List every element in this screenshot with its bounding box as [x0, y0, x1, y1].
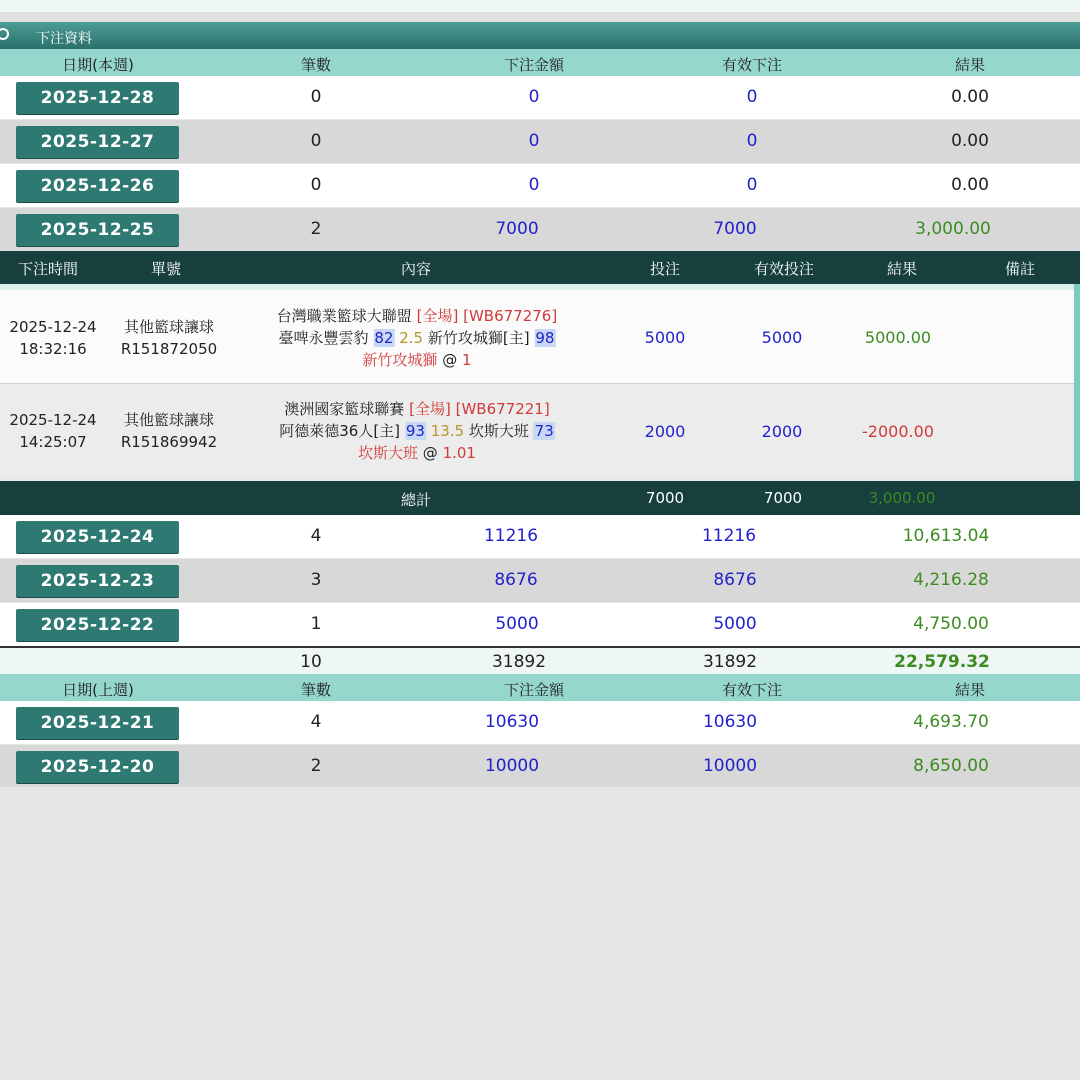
table-row [0, 76, 1080, 119]
col-result: 結果 [886, 260, 918, 278]
bet-valid: 5000 [761, 328, 803, 347]
table-row [0, 603, 1080, 646]
table-row [0, 559, 1080, 602]
date-button[interactable]: 2025-12-22 [16, 609, 179, 641]
bet-time: 2025-12-24 14:25:07 [9, 411, 97, 451]
total-amount: 31892 [491, 652, 547, 672]
empty-area [0, 787, 1080, 1080]
bet-amount: 5000 [644, 328, 686, 347]
row-valid: 7000 [713, 219, 757, 239]
row-amount: 8676 [494, 570, 538, 590]
bet-content: 澳洲國家籃球聯賽 [全場] [WB677221] 阿德萊德36人[主] 93 13.5 坎斯大班 73 坎斯大班 @ 1.01 [279, 400, 554, 462]
detail-total-row [0, 481, 1080, 515]
row-valid: 10630 [702, 712, 758, 732]
col-content: 內容 [400, 260, 432, 278]
col-count: 筆數 [300, 681, 332, 699]
col-note: 備註 [1004, 260, 1036, 278]
bet-content: 台灣職業籃球大聯盟 [全場] [WB677276] 臺啤永豐雲豹 82 2.5 新竹攻城獅[主] 98 新竹攻城獅 @ 1 [276, 307, 558, 369]
row-amount: 7000 [495, 219, 539, 239]
col-date: 日期(上週) [62, 681, 134, 699]
col-valid: 有效下注 [721, 681, 783, 699]
panel-title-bar [0, 22, 1080, 49]
table-row [0, 745, 1080, 788]
row-count: 1 [310, 614, 322, 634]
date-button[interactable]: 2025-12-27 [16, 126, 179, 158]
row-result: 4,750.00 [913, 614, 989, 634]
row-valid: 0 [746, 87, 758, 107]
row-amount: 10000 [484, 756, 540, 776]
last-week-header [0, 674, 1080, 701]
row-count: 0 [310, 87, 322, 107]
date-button[interactable]: 2025-12-25 [16, 214, 179, 246]
total-valid: 7000 [763, 489, 803, 507]
this-week-header [0, 49, 1080, 76]
row-count: 2 [310, 219, 322, 239]
row-result: 4,693.70 [913, 712, 989, 732]
col-result: 結果 [954, 681, 986, 699]
row-valid: 8676 [713, 570, 757, 590]
date-button[interactable]: 2025-12-24 [16, 521, 179, 553]
table-row [0, 164, 1080, 207]
col-valid: 有效下注 [721, 56, 783, 74]
col-id: 單號 [150, 260, 182, 278]
col-amount: 下注金額 [503, 56, 565, 74]
total-count: 10 [300, 652, 322, 672]
col-date: 日期(本週) [62, 56, 134, 74]
row-amount: 0 [528, 175, 540, 195]
row-valid: 0 [746, 175, 758, 195]
bet-time: 2025-12-24 18:32:16 [9, 318, 97, 358]
row-valid: 0 [746, 131, 758, 151]
bet-id: 其他籃球讓球 R151872050 [120, 318, 218, 358]
row-result: 8,650.00 [913, 756, 989, 776]
col-amount: 下注金額 [503, 681, 565, 699]
date-button[interactable]: 2025-12-21 [16, 707, 179, 739]
table-row [0, 701, 1080, 744]
detail-side-border [1074, 284, 1080, 481]
row-valid: 10000 [702, 756, 758, 776]
row-valid: 11216 [701, 526, 757, 546]
row-count: 4 [310, 712, 322, 732]
row-count: 2 [310, 756, 322, 776]
table-row [0, 120, 1080, 163]
row-count: 3 [310, 570, 322, 590]
row-result: 0.00 [951, 175, 989, 195]
row-valid: 5000 [713, 614, 757, 634]
col-valid-bet: 有效投注 [753, 260, 815, 278]
this-week-totals-row [0, 646, 1080, 674]
bet-detail-row [0, 384, 1074, 477]
total-valid: 31892 [702, 652, 758, 672]
bet-id: 其他籃球讓球 R151869942 [120, 411, 218, 451]
top-strip [0, 0, 1080, 12]
date-button[interactable]: 2025-12-20 [16, 751, 179, 783]
row-amount: 0 [528, 131, 540, 151]
bet-result: 5000.00 [864, 328, 932, 347]
bet-detail-row [0, 290, 1074, 383]
date-button[interactable]: 2025-12-26 [16, 170, 179, 202]
row-result: 4,216.28 [913, 570, 989, 590]
row-result: 0.00 [951, 131, 989, 151]
total-result: 22,579.32 [894, 652, 990, 672]
total-result: 3,000.00 [868, 489, 936, 507]
panel-title: 下注資料 [36, 31, 92, 47]
col-result: 結果 [954, 56, 986, 74]
row-count: 0 [310, 131, 322, 151]
total-label: 總計 [400, 491, 432, 509]
date-button[interactable]: 2025-12-28 [16, 82, 179, 114]
row-amount: 0 [528, 87, 540, 107]
row-count: 4 [310, 526, 322, 546]
row-result: 0.00 [951, 87, 989, 107]
detail-header [0, 251, 1080, 284]
row-count: 0 [310, 175, 322, 195]
row-result: 3,000.00 [915, 219, 991, 239]
total-bet: 7000 [645, 489, 685, 507]
row-amount: 10630 [484, 712, 540, 732]
col-bet: 投注 [649, 260, 681, 278]
row-result: 10,613.04 [902, 526, 990, 546]
row-amount: 11216 [483, 526, 539, 546]
top-shadow [0, 12, 1080, 22]
row-amount: 5000 [495, 614, 539, 634]
table-row [0, 515, 1080, 558]
col-time: 下注時間 [17, 260, 79, 278]
refresh-icon[interactable] [0, 28, 9, 40]
bet-valid: 2000 [761, 422, 803, 441]
col-count: 筆數 [300, 56, 332, 74]
table-row-expanded [0, 208, 1080, 251]
date-button[interactable]: 2025-12-23 [16, 565, 179, 597]
bet-result: -2000.00 [862, 422, 934, 441]
bet-amount: 2000 [644, 422, 686, 441]
